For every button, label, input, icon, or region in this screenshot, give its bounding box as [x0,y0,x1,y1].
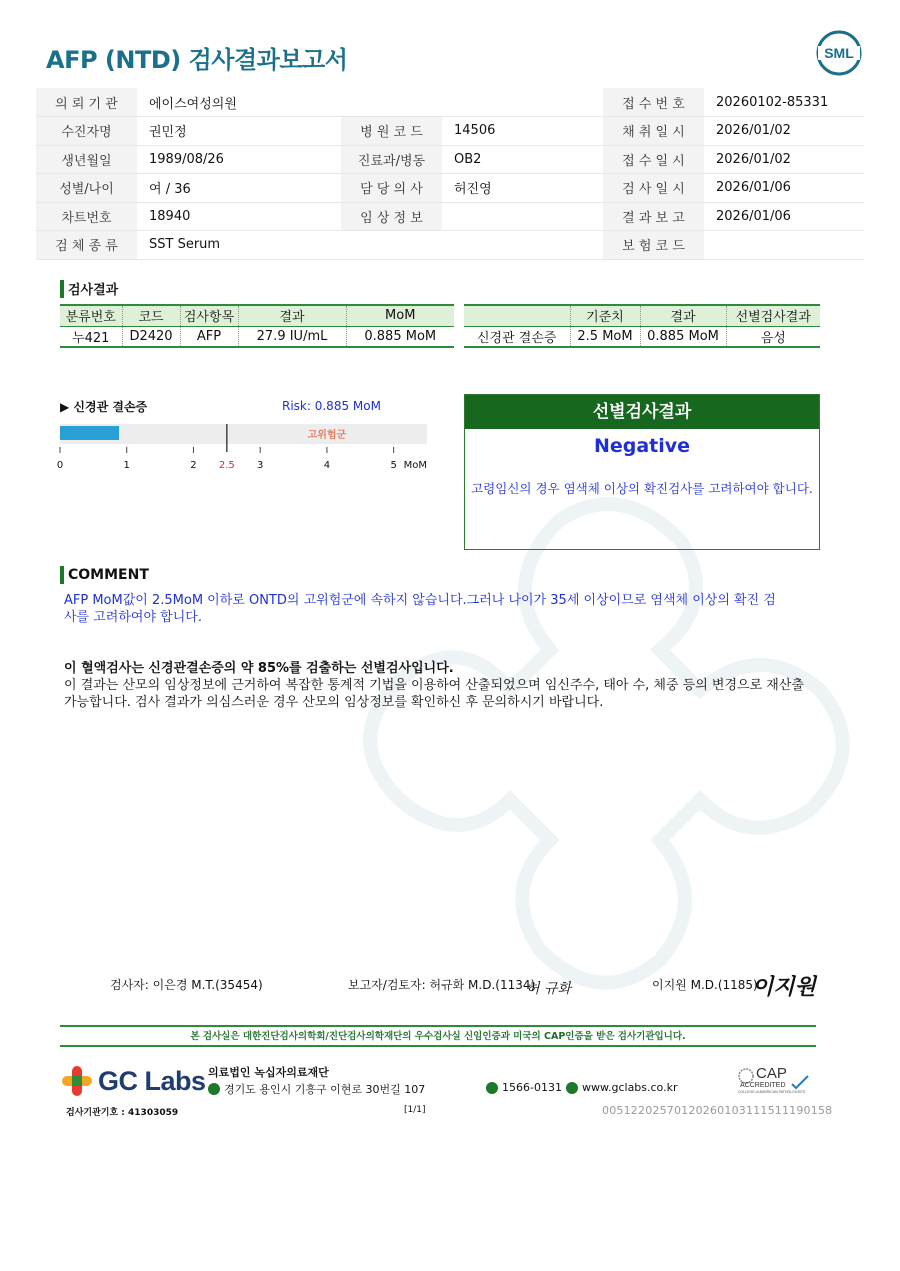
info-value: 권민정 [137,117,341,146]
result-cell: 2.5 MoM [570,326,640,347]
result-cell: D2420 [122,326,180,347]
screening-note: 이 결과는 산모의 임상정보에 근거하여 복잡한 통계적 기법을 이용하여 산출되었으며 임신주수, 태아 수, 체중 등의 변경으로 재산출 가능합니다. 검사 결과가 의심스러운 경우 산모의 임상정보를 확인하신 후 문의하시기 바랍니다. [64,678,804,710]
info-value: 1989/08/26 [137,145,341,174]
svg-text:SML: SML [824,45,854,61]
info-value: 20260102-85331 [704,88,864,117]
watermark-cross-icon [360,480,880,1040]
cap-accredited-logo [736,1064,816,1094]
result-header-cell: 코드 [122,305,180,326]
info-label: 검 체 종 류 [36,231,137,260]
result-header-cell [464,305,570,326]
foundation-name: 의료법인 녹십자의료재단 [208,1066,329,1079]
info-value [704,231,864,260]
svg-text:ACCREDITED: ACCREDITED [740,1082,786,1089]
result-header-cell: 검사항목 [180,305,238,326]
section-bar [60,566,64,584]
home-icon [566,1082,578,1094]
screening-result-box [464,394,820,550]
result-header-cell: 결과 [640,305,726,326]
gc-labs-logo [60,1064,206,1098]
address-text: 경기도 용인시 기흥구 이현로 30번길 107 [224,1083,426,1096]
comment-heading [60,566,149,584]
reporter-handwritten-sign: 허 규화 [526,981,572,997]
risk-chart-label: ▶ 신경관 결손증 [60,400,148,414]
info-value [442,231,603,260]
info-row [36,88,864,117]
reporter-signature: 보고자/검토자: 허규화 M.D.(1134) [348,978,536,992]
info-value: 에이스여성의원 [137,88,341,117]
phone [486,1081,562,1094]
gc-labs-text: GC Labs [98,1065,206,1096]
doctor-handwritten-sign: 이지원 [752,974,816,1000]
info-label: 접 수 일 시 [603,145,704,174]
institution-code: 검사기관기호 : 41303059 [66,1108,179,1118]
result-cell: 누421 [60,326,122,347]
info-label: 임 상 정 보 [341,202,442,231]
info-value: OB2 [442,145,603,174]
info-label: 채 취 일 시 [603,117,704,146]
risk-value-text: Risk: 0.885 MoM [282,399,381,413]
info-row [36,202,864,231]
axis-tick-label: 2.5 [218,460,235,471]
results-heading [60,279,118,298]
info-label: 접 수 번 호 [603,88,704,117]
axis-unit: MoM [403,460,428,471]
result-cell: 0.885 MoM [346,326,454,347]
result-cell: AFP [180,326,238,347]
info-label: 성별/나이 [36,174,137,203]
info-value [442,88,603,117]
info-label: 보 험 코 드 [603,231,704,260]
info-label: 수진자명 [36,117,137,146]
info-value [442,202,603,231]
axis-tick-label: 3 [256,460,264,471]
result-cell: 0.885 MoM [640,326,726,347]
info-value: 14506 [442,117,603,146]
info-value: 허진영 [442,174,603,203]
location-pin-icon [208,1083,220,1095]
page-number: [1/1] [404,1105,426,1115]
screening-note-bold: 이 혈액검사는 신경관결손증의 약 85%를 검출하는 선별검사입니다. [64,661,454,676]
info-value: 18940 [137,202,341,231]
gc-cross-icon [60,1064,94,1098]
high-risk-label: 고위험군 [307,430,347,441]
patient-info-table [36,88,864,260]
axis-tick-label: 5 [390,460,397,471]
info-label: 차트번호 [36,202,137,231]
info-label: 생년월일 [36,145,137,174]
svg-text:CAP: CAP [756,1065,787,1082]
result-cell: 27.9 IU/mL [238,326,346,347]
screening-message: 고령임신의 경우 염색체 이상의 확진검사를 고려하여야 합니다. [471,481,813,496]
barcode-number: 00512202570120260103111511190158 [602,1104,833,1117]
doctor-signature: 이지원 M.D.(1185) [652,978,758,992]
info-value: 여 / 36 [137,174,341,203]
axis-tick-label: 0 [56,460,64,471]
svg-text:COLLEGE of AMERICAN PATHOLOGIS: COLLEGE of AMERICAN PATHOLOGISTS [738,1090,806,1094]
info-value: SST Serum [137,231,341,260]
address [208,1081,425,1097]
results-heading-text: 검사결과 [68,283,119,298]
info-label: 진료과/병동 [341,145,442,174]
info-label: 결 과 보 고 [603,202,704,231]
report-title: AFP (NTD) 검사결과보고서 [46,46,348,74]
info-label: 담 당 의 사 [341,174,442,203]
info-value: 2026/01/06 [704,174,864,203]
axis-tick-label: 1 [123,460,130,471]
info-label: 검 사 일 시 [603,174,704,203]
website-text[interactable]: www.gclabs.co.kr [582,1081,678,1094]
info-row [36,174,864,203]
tester-signature: 검사자: 이은경 M.T.(35454) [110,978,263,992]
comment-text: AFP MoM값이 2.5MoM 이하로 ONTD의 고위험군에 속하지 않습니다.그러나 나이가 35세 이상이므로 염색체 이상의 확진 검사를 고려하여야 합니다. [64,593,776,625]
info-label: 의 뢰 기 관 [36,88,137,117]
info-row [36,117,864,146]
info-row [36,145,864,174]
results-table-left [60,304,454,348]
certification-banner: 본 검사실은 대한진단검사의학회/진단검사의학재단의 우수검사실 신임인증과 미국의 CAP인증을 받은 검사기관입니다. [60,1025,816,1047]
result-cell: 음성 [726,326,820,347]
result-header-cell: 기준치 [570,305,640,326]
result-cell: 신경관 결손증 [464,326,570,347]
result-header-cell: 분류번호 [60,305,122,326]
info-value: 2026/01/02 [704,145,864,174]
axis-tick-label: 2 [190,460,197,471]
info-label [341,88,442,117]
section-bar [60,280,64,298]
info-value: 2026/01/06 [704,202,864,231]
info-label: 병 원 코 드 [341,117,442,146]
phone-text: 1566-0131 [502,1081,562,1094]
sml-logo-icon [816,30,862,76]
comment-heading-text: COMMENT [68,567,149,583]
phone-icon [486,1082,498,1094]
info-value: 2026/01/02 [704,117,864,146]
screening-header: 선별검사결과 [465,395,819,429]
website [566,1081,678,1094]
axis-tick-label: 4 [323,460,331,471]
results-table-right [464,304,820,348]
result-header-cell: MoM [346,305,454,326]
risk-chart [56,418,436,478]
risk-bar [60,426,119,440]
info-label [341,231,442,260]
result-header-cell: 선별검사결과 [726,305,820,326]
result-header-cell: 결과 [238,305,346,326]
info-row [36,231,864,260]
screening-result: Negative [593,435,691,457]
